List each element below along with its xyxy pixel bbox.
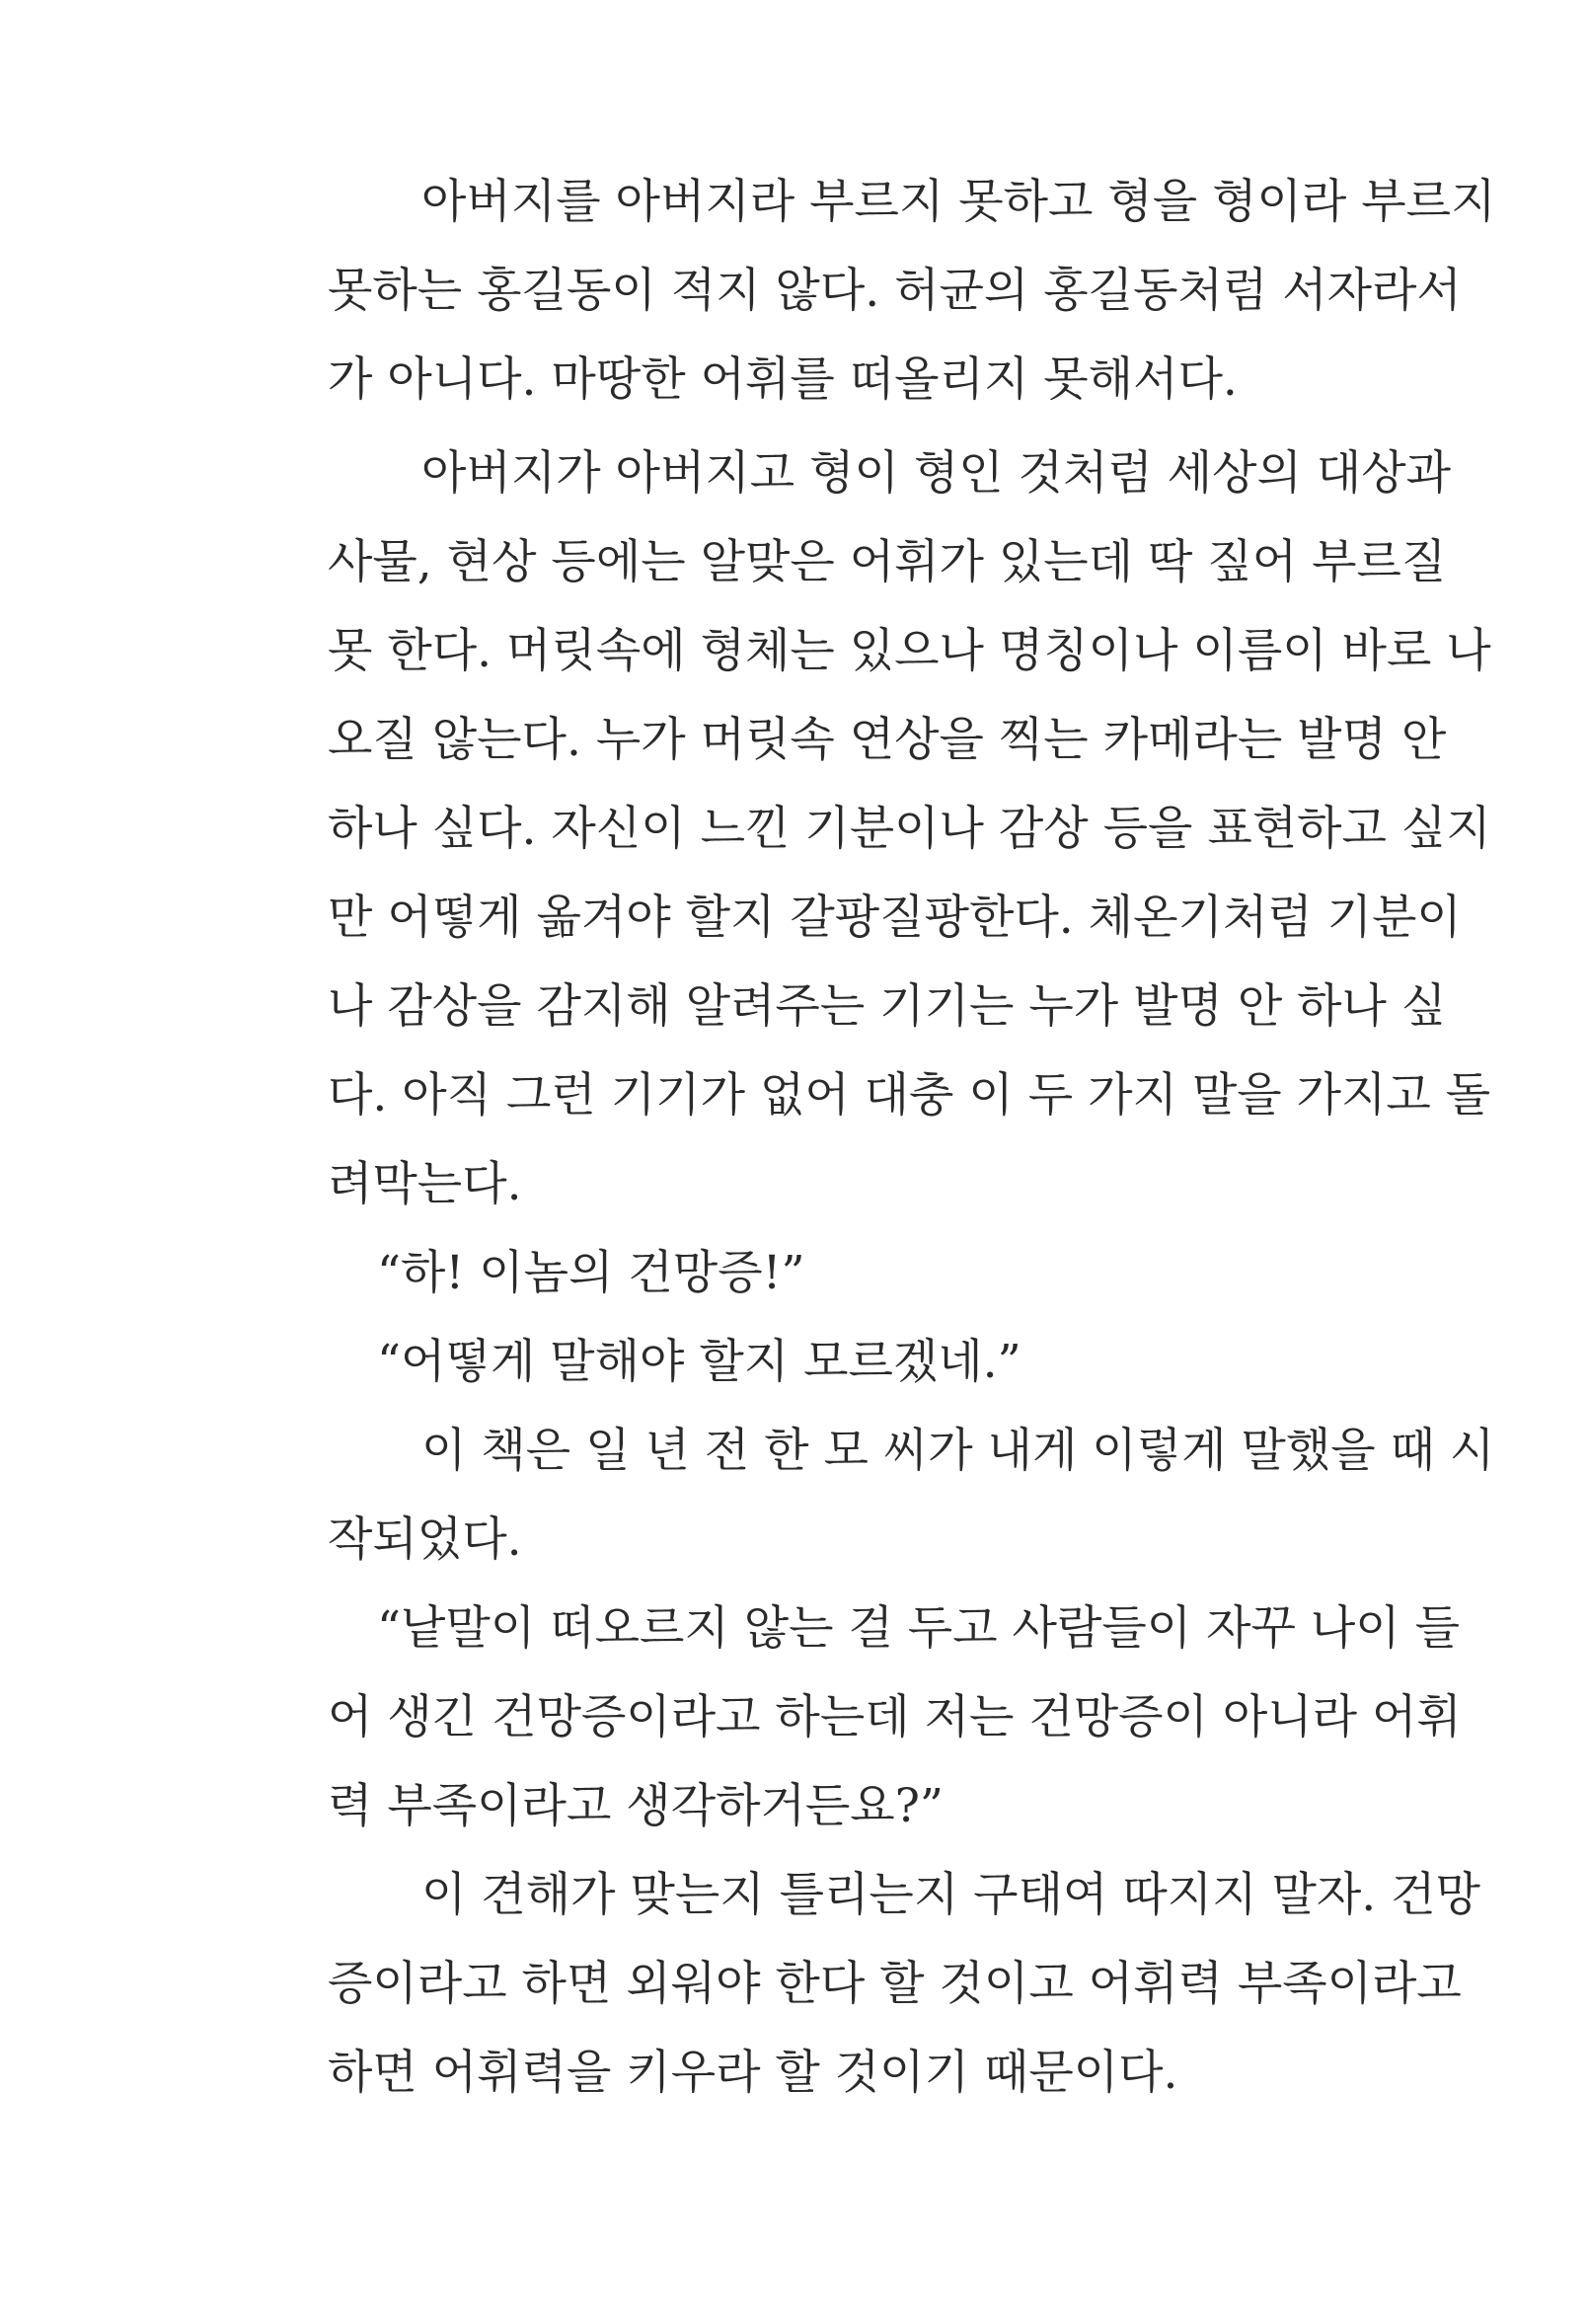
text-line-8: 하나 싶다. 자신이 느낀 기분이나 감상 등을 표현하고 싶지 — [328, 802, 1491, 856]
quote-line-5: 력 부족이라고 생각하거든요?” — [328, 1779, 944, 1833]
text-line-5: 사물, 현상 등에는 알맞은 어휘가 있는데 딱 짚어 부르질 — [328, 535, 1447, 589]
quote-line-4: 어 생긴 건망증이라고 하는데 저는 건망증이 아니라 어휘 — [328, 1690, 1462, 1744]
text-line-12: 려막는다. — [328, 1157, 522, 1211]
quote-line-3: “낱말이 떠오르지 않는 걸 두고 사람들이 자꾸 나이 들 — [377, 1601, 1460, 1656]
text-line-10: 나 감상을 감지해 알려주는 기기는 누가 발명 안 하나 싶 — [328, 979, 1447, 1034]
text-line-4: 아버지가 아버지고 형이 형인 것처럼 세상의 대상과 — [421, 446, 1452, 501]
text-line-16: 증이라고 하면 외워야 한다 할 것이고 어휘력 부족이라고 — [328, 1957, 1462, 2011]
text-line-6: 못 한다. 머릿속에 형체는 있으나 명칭이나 이름이 바로 나 — [328, 624, 1491, 678]
text-line-9: 만 어떻게 옮겨야 할지 갈팡질팡한다. 체온기처럼 기분이 — [328, 891, 1462, 945]
text-line-3: 가 아니다. 마땅한 어휘를 떠올리지 못해서다. — [328, 352, 1238, 407]
text-line-1: 아버지를 아버지라 부르지 못하고 형을 형이라 부르지 — [421, 175, 1496, 229]
text-line-14: 작되었다. — [328, 1512, 522, 1567]
text-line-2: 못하는 홍길동이 적지 않다. 허균의 홍길동처럼 서자라서 — [328, 264, 1462, 318]
text-line-17: 하면 어휘력을 키우라 할 것이기 때문이다. — [328, 2046, 1178, 2100]
text-line-13: 이 책은 일 년 전 한 모 씨가 내게 이렇게 말했을 때 시 — [421, 1424, 1495, 1478]
text-line-7: 오질 않는다. 누가 머릿속 연상을 찍는 카메라는 발명 안 — [328, 713, 1447, 767]
quote-line-1: “하! 이놈의 건망증!” — [377, 1246, 805, 1300]
quote-line-2: “어떻게 말해야 할지 모르겠네.” — [377, 1335, 1022, 1389]
text-line-15: 이 견해가 맞는지 틀리는지 구태여 따지지 말자. 건망 — [421, 1868, 1480, 1922]
text-line-11: 다. 아직 그런 기기가 없어 대충 이 두 가지 말을 가지고 돌 — [328, 1068, 1491, 1123]
